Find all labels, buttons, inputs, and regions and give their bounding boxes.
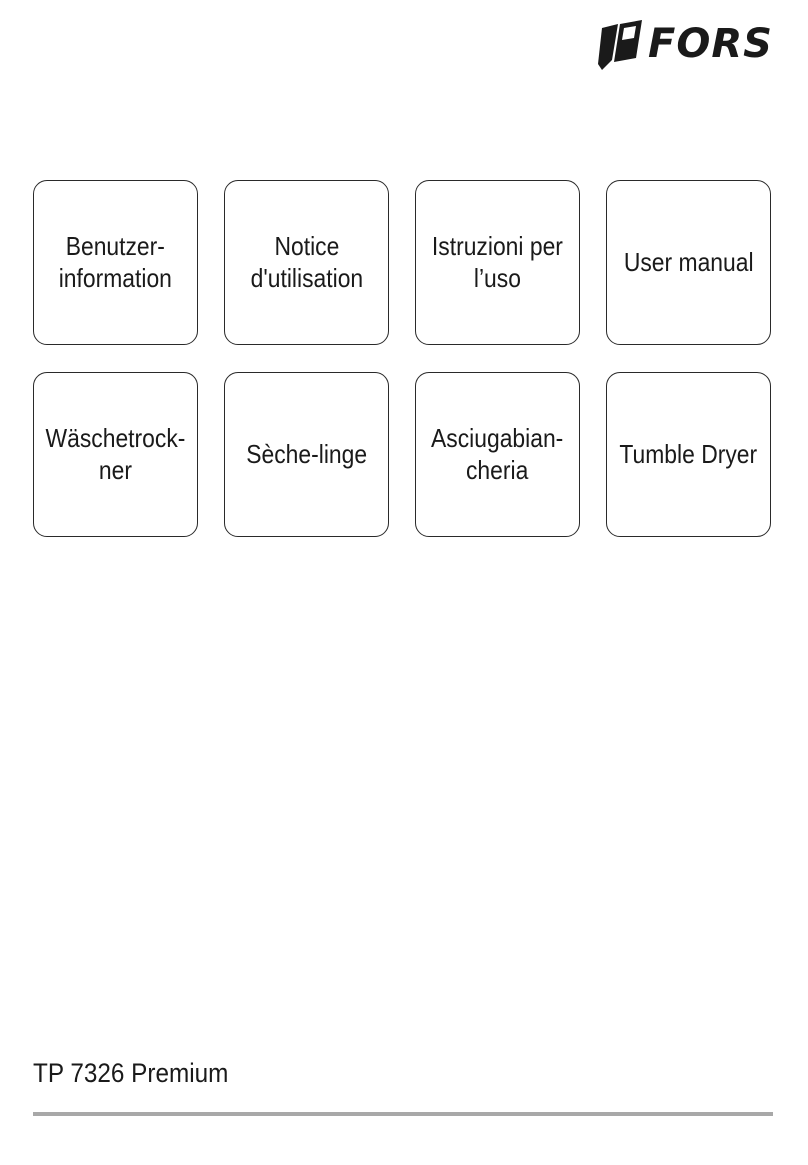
language-box-italian: [415, 180, 580, 345]
box-label: User manual: [623, 246, 754, 277]
language-box-french: [224, 180, 389, 345]
product-box-french: [224, 372, 389, 537]
box-label: Tumble Dryer: [619, 438, 758, 469]
box-label: Asciugabian- cheria: [431, 422, 564, 485]
brand-name: FORS: [648, 21, 773, 67]
language-box-english: [606, 180, 771, 345]
brand-logo: [596, 20, 776, 72]
product-box-italian: [415, 372, 580, 537]
box-label: Benutzer- information: [58, 230, 173, 293]
product-box-german: [33, 372, 198, 537]
box-label: Sèche-linge: [246, 438, 367, 469]
language-box-german: [33, 180, 198, 345]
box-label: Istruzioni per l’uso: [432, 230, 563, 293]
product-box-english: [606, 372, 771, 537]
bottom-divider: [33, 1112, 773, 1116]
fors-flag-icon: [596, 20, 646, 72]
model-name: TP 7326 Premium: [33, 1058, 229, 1088]
box-label: Wäschetrock- ner: [45, 422, 186, 485]
box-label: Notice d'utilisation: [250, 230, 363, 293]
